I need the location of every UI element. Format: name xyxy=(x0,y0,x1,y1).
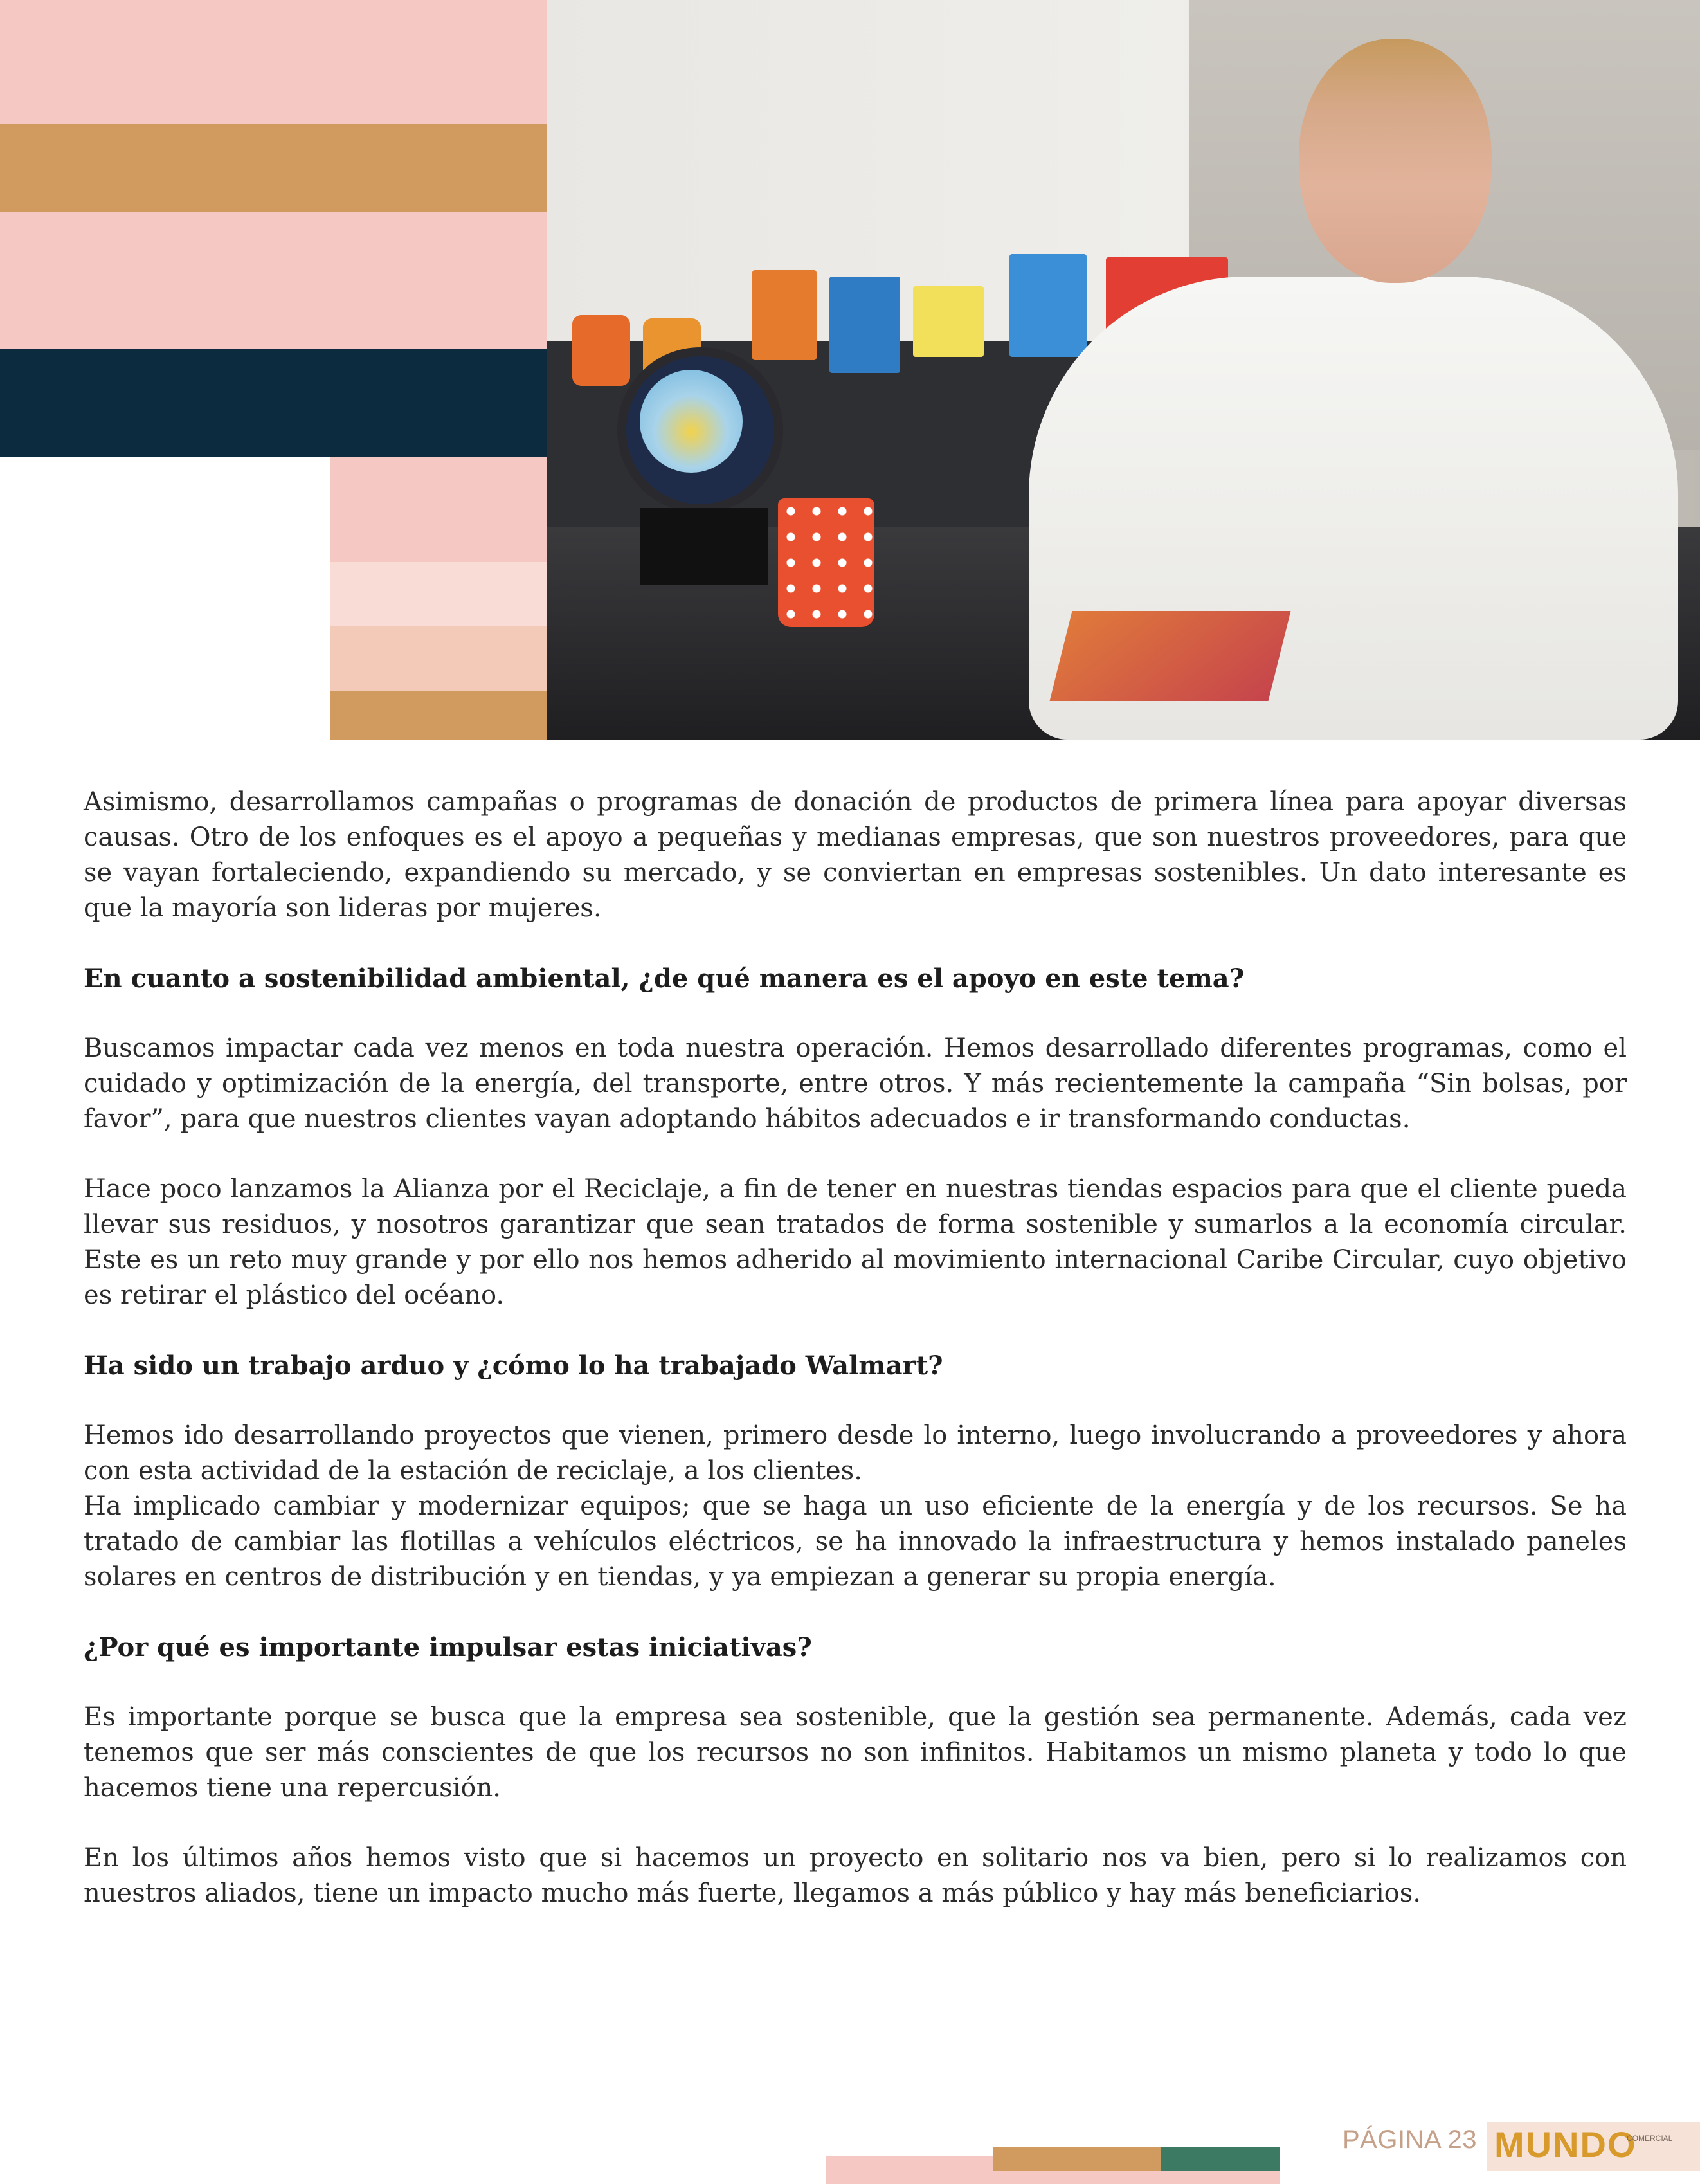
article-paragraph: Buscamos impactar cada vez menos en toda nuestra operación. Hemos desarrollado diferentes programas, como el cuidado y optimización de la energía, del transporte, entre otros. Y más recientemente la campaña “Sin bolsas, por favor”, para que nuestros clientes vayan adoptando hábitos adecuados e ir transformando conductas. xyxy=(84,1033,1627,1134)
magazine-logo: MUNDO xyxy=(1494,2124,1637,2165)
award-trophy-base xyxy=(640,508,768,585)
interview-question: ¿Por qué es importante impulsar estas iniciativas? xyxy=(84,1632,812,1662)
article-paragraph: Asimismo, desarrollamos campañas o programas de donación de productos de primera línea para apoyar diversas causas. Otro de los enfoques es el apoyo a pequeñas y medianas empresas, que son nuestros proveedores, para que se vayan fortaleciendo, expandiendo su mercado, y se conviertan en empresas sostenibles. Un dato interesante es que la mayoría son lideras por mujeres. xyxy=(84,787,1627,923)
decor-bar-navy xyxy=(0,349,547,457)
interview-question: Ha sido un trabajo arduo y ¿cómo lo ha trabajado Walmart? xyxy=(84,1351,943,1381)
article-body xyxy=(84,785,1627,1911)
product-box xyxy=(913,286,984,357)
decor-bar-peach xyxy=(330,626,547,691)
article-paragraph: En los últimos años hemos visto que si hacemos un proyecto en solitario nos va bien, pero si lo realizamos con nuestros aliados, tiene un impacto mucho más fuerte, llegamos a más público y hay más beneficiarios. xyxy=(84,1843,1627,1908)
footer-bar-green xyxy=(1161,2147,1280,2171)
decor-bar-pink-small xyxy=(330,457,547,562)
product-box xyxy=(752,270,817,360)
product-jar xyxy=(572,315,630,386)
footer-bar-tan xyxy=(993,2147,1161,2171)
spiral-notebook xyxy=(1050,611,1291,701)
decor-bar-pink-mid xyxy=(0,212,547,349)
magazine-logo-sub: COMERCIAL xyxy=(1627,2134,1673,2143)
decor-bar-tan-small xyxy=(330,691,547,740)
product-box xyxy=(1009,254,1087,357)
article-paragraph: Hemos ido desarrollando proyectos que vienen, primero desde lo interno, luego involucrando a proveedores y ahora con esta actividad de la estación de reciclaje, a los clientes. xyxy=(84,1421,1627,1486)
article-paragraph: Es importante porque se busca que la empresa sea sostenible, que la gestión sea permanente. Además, cada vez tenemos que ser más conscientes de que los recursos no son infinitos. Habitamos un mismo planeta y todo lo que hacemos tiene una repercusión. xyxy=(84,1702,1627,1803)
decor-bar-pink-top xyxy=(0,0,547,124)
decor-bar-tan xyxy=(0,124,547,212)
interview-photo xyxy=(547,0,1700,740)
decor-bar-light-pink xyxy=(330,562,547,626)
interview-question: En cuanto a sostenibilidad ambiental, ¿de qué manera es el apoyo en este tema? xyxy=(84,963,1245,994)
page-number: PÁGINA 23 xyxy=(1343,2125,1478,2154)
person-head xyxy=(1299,39,1492,283)
article-paragraph: Ha implicado cambiar y modernizar equipos; que se haga un uso eficiente de la energía y de los recursos. Se ha tratado de cambiar las flotillas a vehículos eléctricos, se ha innovado la infraestructura y hemos instalado paneles solares en centros de distribución y en tiendas, y ya empiezan a generar su propia energía. xyxy=(84,1491,1627,1592)
award-trophy-face xyxy=(640,370,743,473)
article-paragraph: Hace poco lanzamos la Alianza por el Reciclaje, a fin de tener en nuestras tiendas espacios para que el cliente pueda llevar sus residuos, y nosotros garantizar que sean tratados de forma sostenible y sumarlos a la economía circular. Este es un reto muy grande y por ello nos hemos adherido al movimiento internacional Caribe Circular, cuyo objetivo es retirar el plástico del océano. xyxy=(84,1174,1627,1310)
polka-dot-mug xyxy=(778,498,874,627)
product-box xyxy=(829,277,900,373)
